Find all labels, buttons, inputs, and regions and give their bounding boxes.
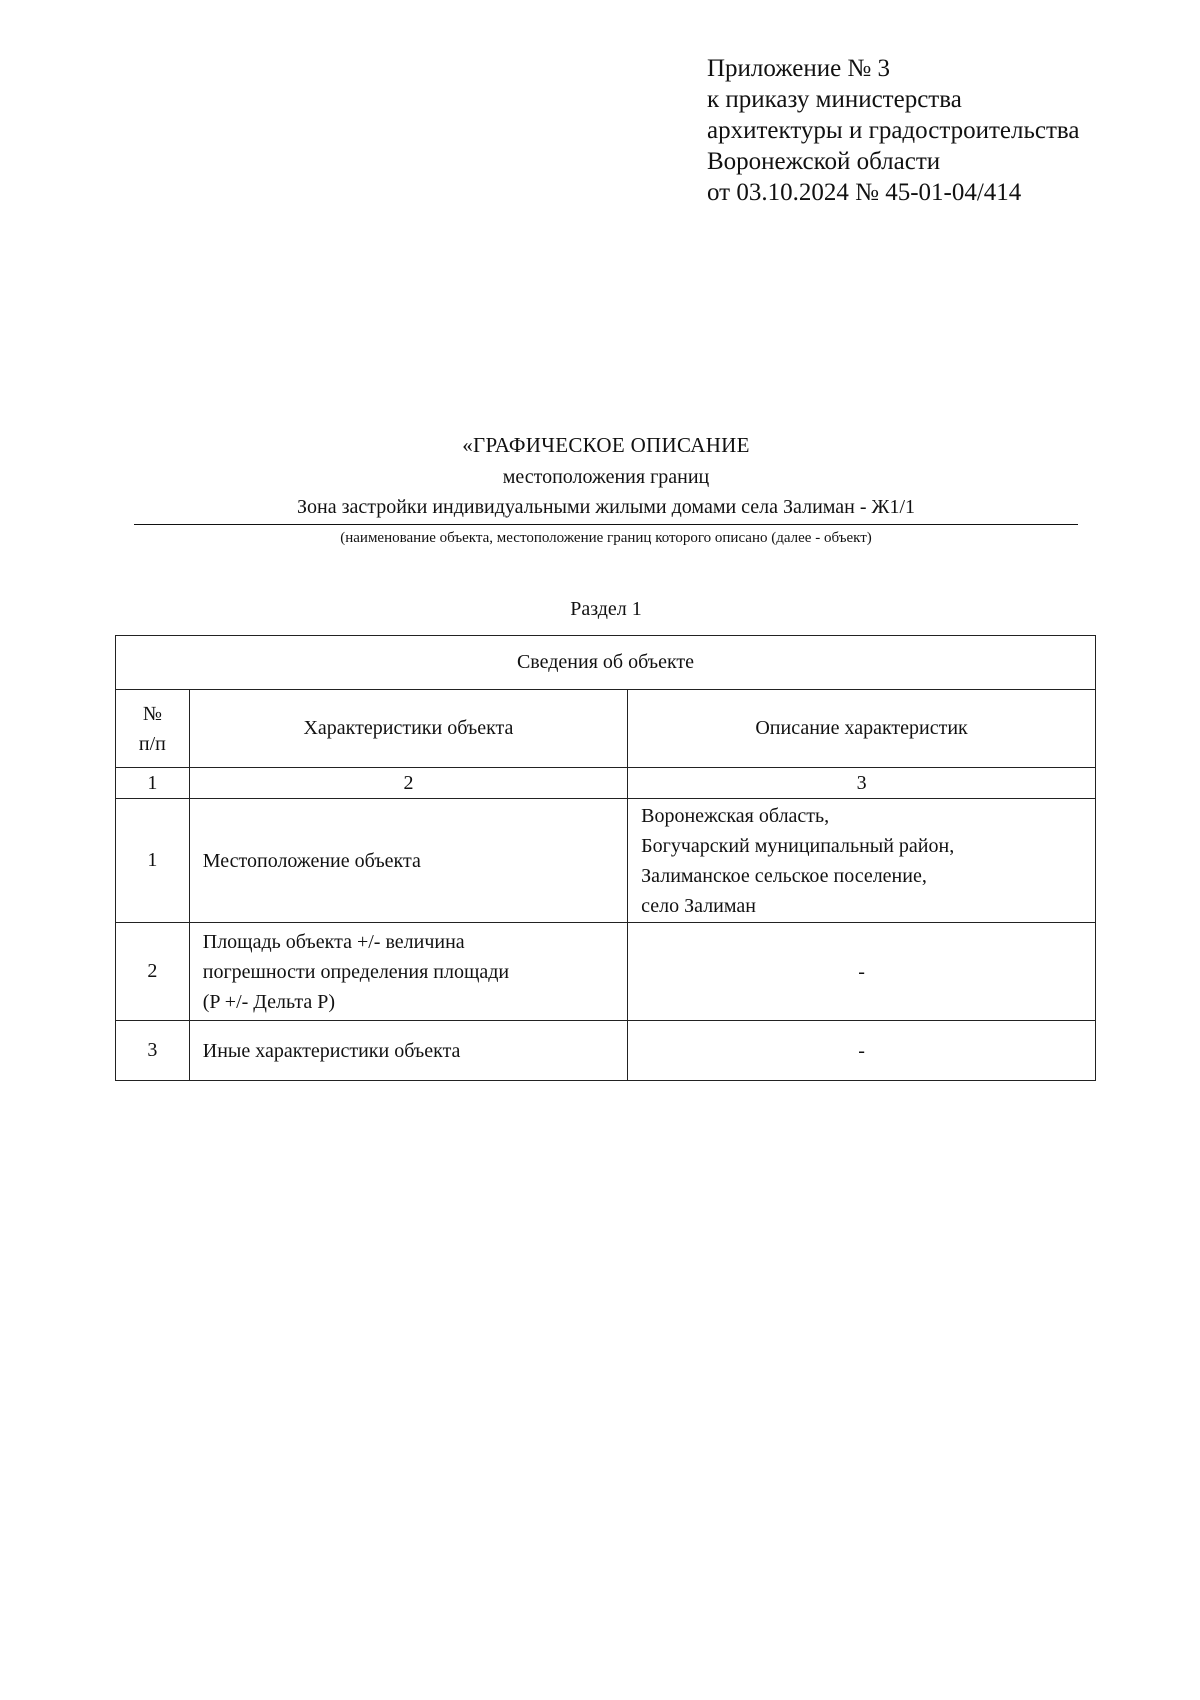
characteristic-line: Местоположение объекта <box>202 849 421 872</box>
row-description <box>628 799 1096 923</box>
column-index: 1 <box>116 768 190 799</box>
object-name-caption: (наименование объекта, местоположение границ которого описано (далее - объект) <box>340 530 872 546</box>
object-info-table <box>115 635 1096 1081</box>
table-header-row <box>116 636 1096 690</box>
characteristic-line: Иные характеристики объекта <box>202 1039 461 1062</box>
row-characteristic <box>189 1021 627 1081</box>
column-header-description: Описание характеристик <box>628 690 1096 768</box>
column-index: 3 <box>628 768 1096 799</box>
appendix-line: Воронежской области <box>707 148 941 175</box>
object-name: Зона застройки индивидуальными жилыми домами села Залиман - Ж1/1 <box>134 492 1078 525</box>
row-number: 1 <box>116 799 190 923</box>
row-description <box>628 923 1096 1021</box>
appendix-line: к приказу министерства <box>707 86 962 113</box>
table-header: Сведения об объекте <box>116 636 1096 690</box>
document-subtitle: местоположения границ <box>502 466 710 488</box>
appendix-line: от 03.10.2024 № 45-01-04/414 <box>707 179 1022 206</box>
table-row <box>116 923 1096 1021</box>
description-line: село Залиман <box>641 894 756 917</box>
characteristic-line: погрешности определения площади <box>202 960 510 983</box>
title-block <box>134 430 1078 549</box>
description-line: Залиманское сельское поселение, <box>641 864 927 887</box>
column-header-num <box>116 690 190 768</box>
document-title: «ГРАФИЧЕСКОЕ ОПИСАНИЕ <box>462 433 750 457</box>
table-row <box>116 1021 1096 1081</box>
column-header-row <box>116 690 1096 768</box>
row-number: 3 <box>116 1021 190 1081</box>
description-line: Богучарский муниципальный район, <box>641 834 955 857</box>
column-index-row <box>116 768 1096 799</box>
description-line: - <box>858 960 865 983</box>
row-description <box>628 1021 1096 1081</box>
column-header-num-line: № <box>142 702 162 725</box>
column-header-characteristic: Характеристики объекта <box>189 690 627 768</box>
description-line: Воронежская область, <box>641 804 830 827</box>
appendix-line: архитектуры и градостроительства <box>707 117 1080 144</box>
characteristic-line: (P +/- Дельта P) <box>202 990 336 1013</box>
column-header-num-line: п/п <box>138 732 166 755</box>
row-number: 2 <box>116 923 190 1021</box>
description-line: - <box>858 1039 865 1062</box>
row-characteristic <box>189 799 627 923</box>
appendix-line: Приложение № 3 <box>707 55 891 82</box>
section-label: Раздел 1 <box>570 598 642 620</box>
table-row <box>116 799 1096 923</box>
column-index: 2 <box>189 768 627 799</box>
row-characteristic <box>189 923 627 1021</box>
characteristic-line: Площадь объекта +/- величина <box>202 930 465 953</box>
appendix-block <box>707 53 1079 208</box>
